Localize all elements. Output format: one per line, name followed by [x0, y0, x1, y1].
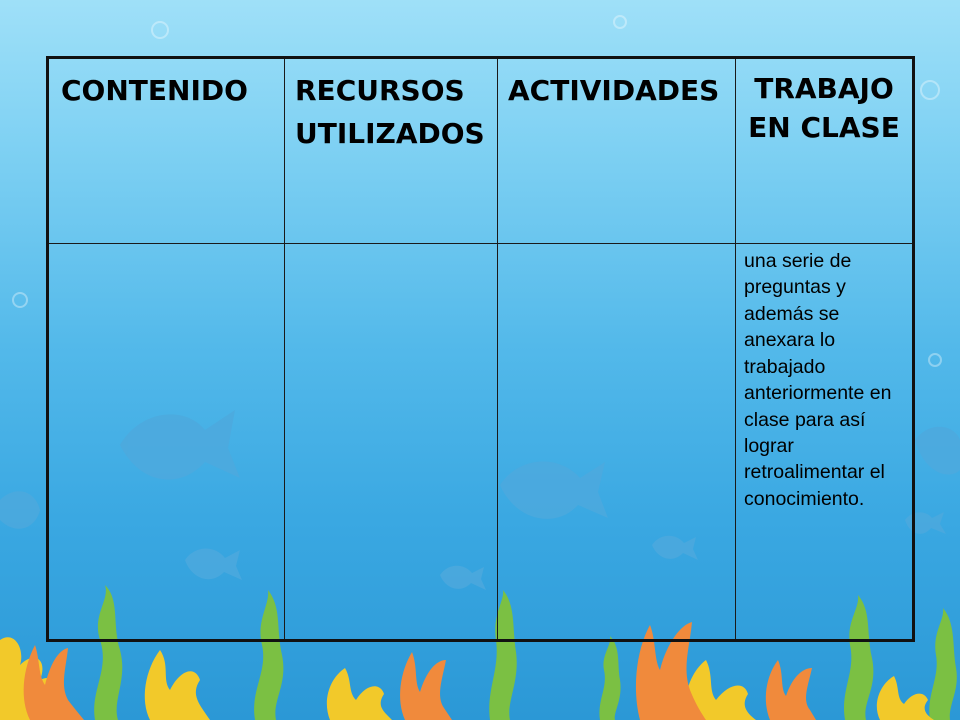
cell-recursos-text	[285, 244, 497, 248]
header-contenido: CONTENIDO	[48, 58, 285, 244]
cell-trabajo-en-clase	[736, 244, 914, 641]
header-recursos-line2: UTILIZADOS	[295, 117, 485, 151]
cell-recursos	[285, 244, 498, 641]
table-row	[48, 244, 914, 641]
coral-icon	[766, 660, 816, 720]
lesson-plan-table	[46, 56, 915, 642]
cell-actividades	[498, 244, 736, 641]
header-recursos-utilizados	[285, 58, 498, 244]
coral-icon	[145, 650, 210, 720]
header-actividades: ACTIVIDADES	[498, 58, 736, 244]
coral-icon	[877, 676, 934, 720]
cell-contenido-text	[49, 244, 284, 248]
cell-trabajo-en-clase-text: una serie de preguntas y además se anexara lo trabajado anteriormente en clase para así lograr retroalimentar el conocimiento.	[744, 250, 892, 510]
coral-icon	[327, 668, 392, 720]
header-recursos-line1: RECURSOS	[295, 74, 465, 107]
coral-icon	[400, 652, 452, 720]
cell-contenido	[48, 244, 285, 641]
header-trabajo-en-clase: TRABAJO EN CLASE	[736, 58, 914, 244]
table-header-row	[48, 58, 914, 244]
cell-actividades-text	[498, 244, 735, 248]
coral-icon	[24, 645, 84, 720]
seaweed-icon	[929, 608, 957, 720]
seaweed-icon	[599, 636, 620, 720]
